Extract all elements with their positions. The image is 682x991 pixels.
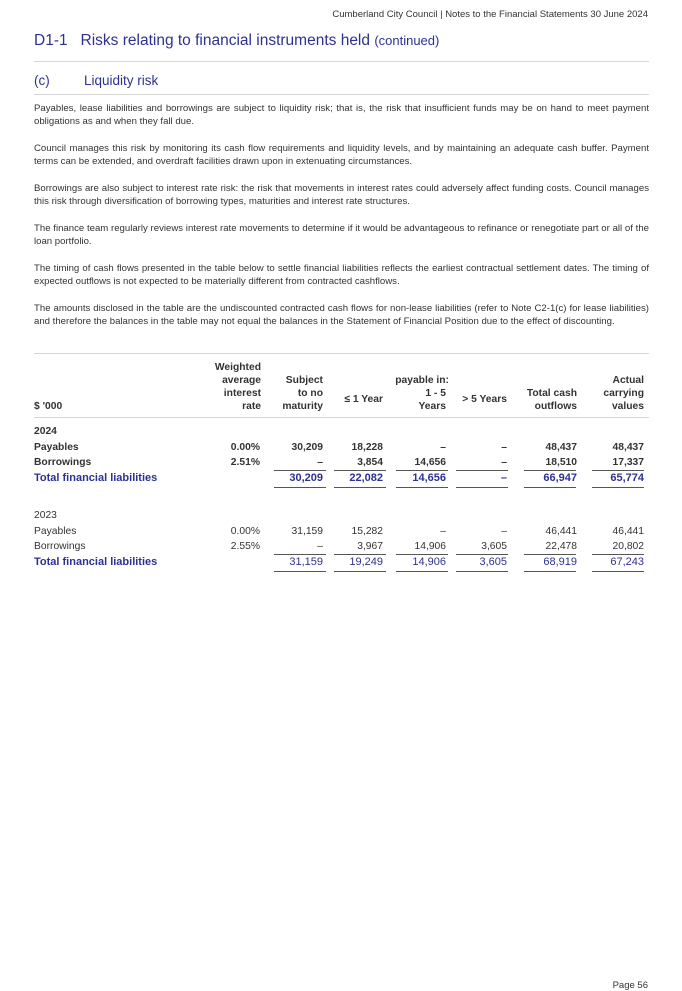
title-divider (34, 61, 649, 62)
col-header-le1: ≤ 1 Year (344, 394, 383, 405)
total-rule (456, 487, 508, 488)
cell-no-maturity: 31,159 (291, 526, 323, 537)
title-suffix: (continued) (374, 33, 440, 48)
total-total-cash: 68,919 (543, 556, 577, 568)
total-carrying: 67,243 (610, 556, 644, 568)
col-header-1-5 (419, 387, 447, 413)
total-gt5: 3,605 (479, 556, 507, 568)
total-no-maturity: 30,209 (289, 472, 323, 484)
total-label: Total financial liabilities (34, 472, 158, 484)
col-header-no-maturity-line: maturity (282, 401, 323, 412)
section-title: Liquidity risk (84, 73, 159, 88)
year-label-2024: 2024 (34, 426, 57, 437)
col-header-rate (215, 361, 261, 413)
total-rule (334, 487, 386, 488)
row-label: Payables (34, 526, 77, 537)
cell-carrying: 20,802 (612, 541, 644, 552)
cell-carrying: 48,437 (612, 442, 644, 453)
row-label: Borrowings (34, 457, 92, 468)
col-header-total-cash-line: outflows (534, 401, 577, 412)
cell-gt5: – (501, 442, 507, 453)
subtotal-rule (274, 470, 326, 471)
col-header-1-5-line: Years (418, 401, 446, 412)
cell-le1: 18,228 (351, 442, 383, 453)
cell-1-5: – (440, 526, 446, 537)
cell-rate: 0.00% (230, 526, 260, 537)
paragraph-1: Payables, lease liabilities and borrowings are subject to liquidity risk; that is, the risk that insufficient funds may be on hand to meet payment obligations as and when they fall due. (34, 103, 649, 128)
total-carrying: 65,774 (610, 472, 644, 484)
subtotal-rule (396, 554, 448, 555)
section-divider (34, 94, 649, 95)
col-header-total-cash-line: Total cash (526, 388, 577, 399)
subtotal-rule (592, 554, 644, 555)
col-header-rate-line: average (222, 375, 261, 386)
paragraph-3: Borrowings are also subject to interest rate risk: the risk that movements in interest rates could adversely affect funding costs. Council manages this risk through diversification of borrowing types, maturities and interest rate structures. (34, 183, 649, 208)
unit-label: $ '000 (34, 401, 63, 412)
cell-1-5: 14,906 (414, 541, 446, 552)
total-label: Total financial liabilities (34, 556, 158, 568)
total-rule (396, 571, 448, 572)
col-header-carrying-line: Actual (612, 375, 644, 386)
total-1-5: 14,656 (412, 472, 446, 484)
row-label: Payables (34, 442, 79, 453)
note-id: D1-1 (34, 32, 68, 49)
cell-rate: 0.00% (230, 442, 260, 453)
group-header-payable: payable in: (395, 375, 449, 386)
paragraph-6: The amounts disclosed in the table are the undiscounted contracted cash flows for non-lease liabilities (refer to Note C2-1(c) for lease liabilities) and therefore the balances in the table may not equal the balances in the Statement of Financial Position due to the effect of discounting. (34, 303, 649, 328)
cell-rate: 2.55% (230, 541, 260, 552)
col-header-1-5-line: 1 - 5 (425, 388, 446, 399)
col-header-rate-line: interest (223, 388, 261, 399)
col-header-no-maturity (282, 374, 323, 413)
col-header-no-maturity-line: Subject (285, 375, 323, 386)
subtotal-rule (456, 470, 508, 471)
paragraph-5: The timing of cash flows presented in the table below to settle financial liabilities reflects the earliest contractual settlement dates. The timing of expected outflows is not expected to be materially different from contracted cashflows. (34, 263, 649, 288)
year-label-2023: 2023 (34, 510, 57, 521)
running-header: Cumberland City Council | Notes to the Financial Statements 30 June 2024 (332, 9, 648, 20)
total-rule (396, 487, 448, 488)
total-rule (456, 571, 508, 572)
cell-no-maturity: 30,209 (291, 442, 323, 453)
table-top-rule (34, 353, 649, 354)
total-rule (524, 571, 576, 572)
row-label: Borrowings (34, 541, 86, 552)
cell-total-cash: 48,437 (545, 442, 577, 453)
cell-le1: 3,854 (357, 457, 383, 468)
cell-gt5: – (501, 457, 507, 468)
cell-1-5: – (440, 442, 446, 453)
total-rule (592, 487, 644, 488)
cell-1-5: 14,656 (414, 457, 446, 468)
cell-rate: 2.51% (230, 457, 260, 468)
cell-gt5: 3,605 (481, 541, 507, 552)
col-header-gt5: > 5 Years (462, 394, 507, 405)
subtotal-rule (456, 554, 508, 555)
col-header-carrying (603, 374, 644, 413)
col-header-carrying-line: values (611, 401, 644, 412)
cell-gt5: – (501, 526, 507, 537)
total-gt5: – (500, 472, 507, 484)
total-total-cash: 66,947 (543, 472, 577, 484)
paragraph-2: Council manages this risk by monitoring its cash flow requirements and liquidity levels, and by maintaining an adequate cash buffer. Payment terms can be extended, and overdraft facilities drawn upon in extenuating circumstances. (34, 143, 649, 168)
subtotal-rule (334, 470, 386, 471)
total-rule (592, 571, 644, 572)
col-header-total-cash (527, 387, 577, 413)
subtotal-rule (396, 470, 448, 471)
col-header-rate-line: Weighted (214, 362, 261, 373)
col-header-rate-line: rate (242, 401, 261, 412)
page-number: Page 56 (612, 980, 648, 991)
subtotal-rule (592, 470, 644, 471)
cell-le1: 3,967 (357, 541, 383, 552)
total-rule (524, 487, 576, 488)
cell-no-maturity: – (317, 457, 323, 468)
cell-carrying: 46,441 (612, 526, 644, 537)
total-rule (274, 571, 326, 572)
subtotal-rule (334, 554, 386, 555)
total-rule (334, 571, 386, 572)
col-header-carrying-line: carrying (603, 388, 644, 399)
total-le1: 22,082 (349, 472, 383, 484)
cell-le1: 15,282 (351, 526, 383, 537)
subtotal-rule (274, 554, 326, 555)
section-number: (c) (34, 73, 50, 88)
header-bottom-rule (34, 417, 649, 418)
page-title (34, 32, 439, 50)
cell-total-cash: 46,441 (545, 526, 577, 537)
cell-total-cash: 18,510 (545, 457, 577, 468)
cell-carrying: 17,337 (612, 457, 644, 468)
subtotal-rule (524, 554, 576, 555)
total-1-5: 14,906 (412, 556, 446, 568)
section-heading (34, 73, 158, 88)
paragraph-4: The finance team regularly reviews interest rate movements to determine if it would be advantageous to refinance or renegotiate part or all of the loan portfolio. (34, 223, 649, 248)
cell-total-cash: 22,478 (545, 541, 577, 552)
note-title: Risks relating to financial instruments held (80, 32, 370, 49)
total-no-maturity: 31,159 (289, 556, 323, 568)
cell-no-maturity: – (317, 541, 323, 552)
subtotal-rule (524, 470, 576, 471)
total-le1: 19,249 (349, 556, 383, 568)
total-rule (274, 487, 326, 488)
col-header-no-maturity-line: to no (297, 388, 323, 399)
